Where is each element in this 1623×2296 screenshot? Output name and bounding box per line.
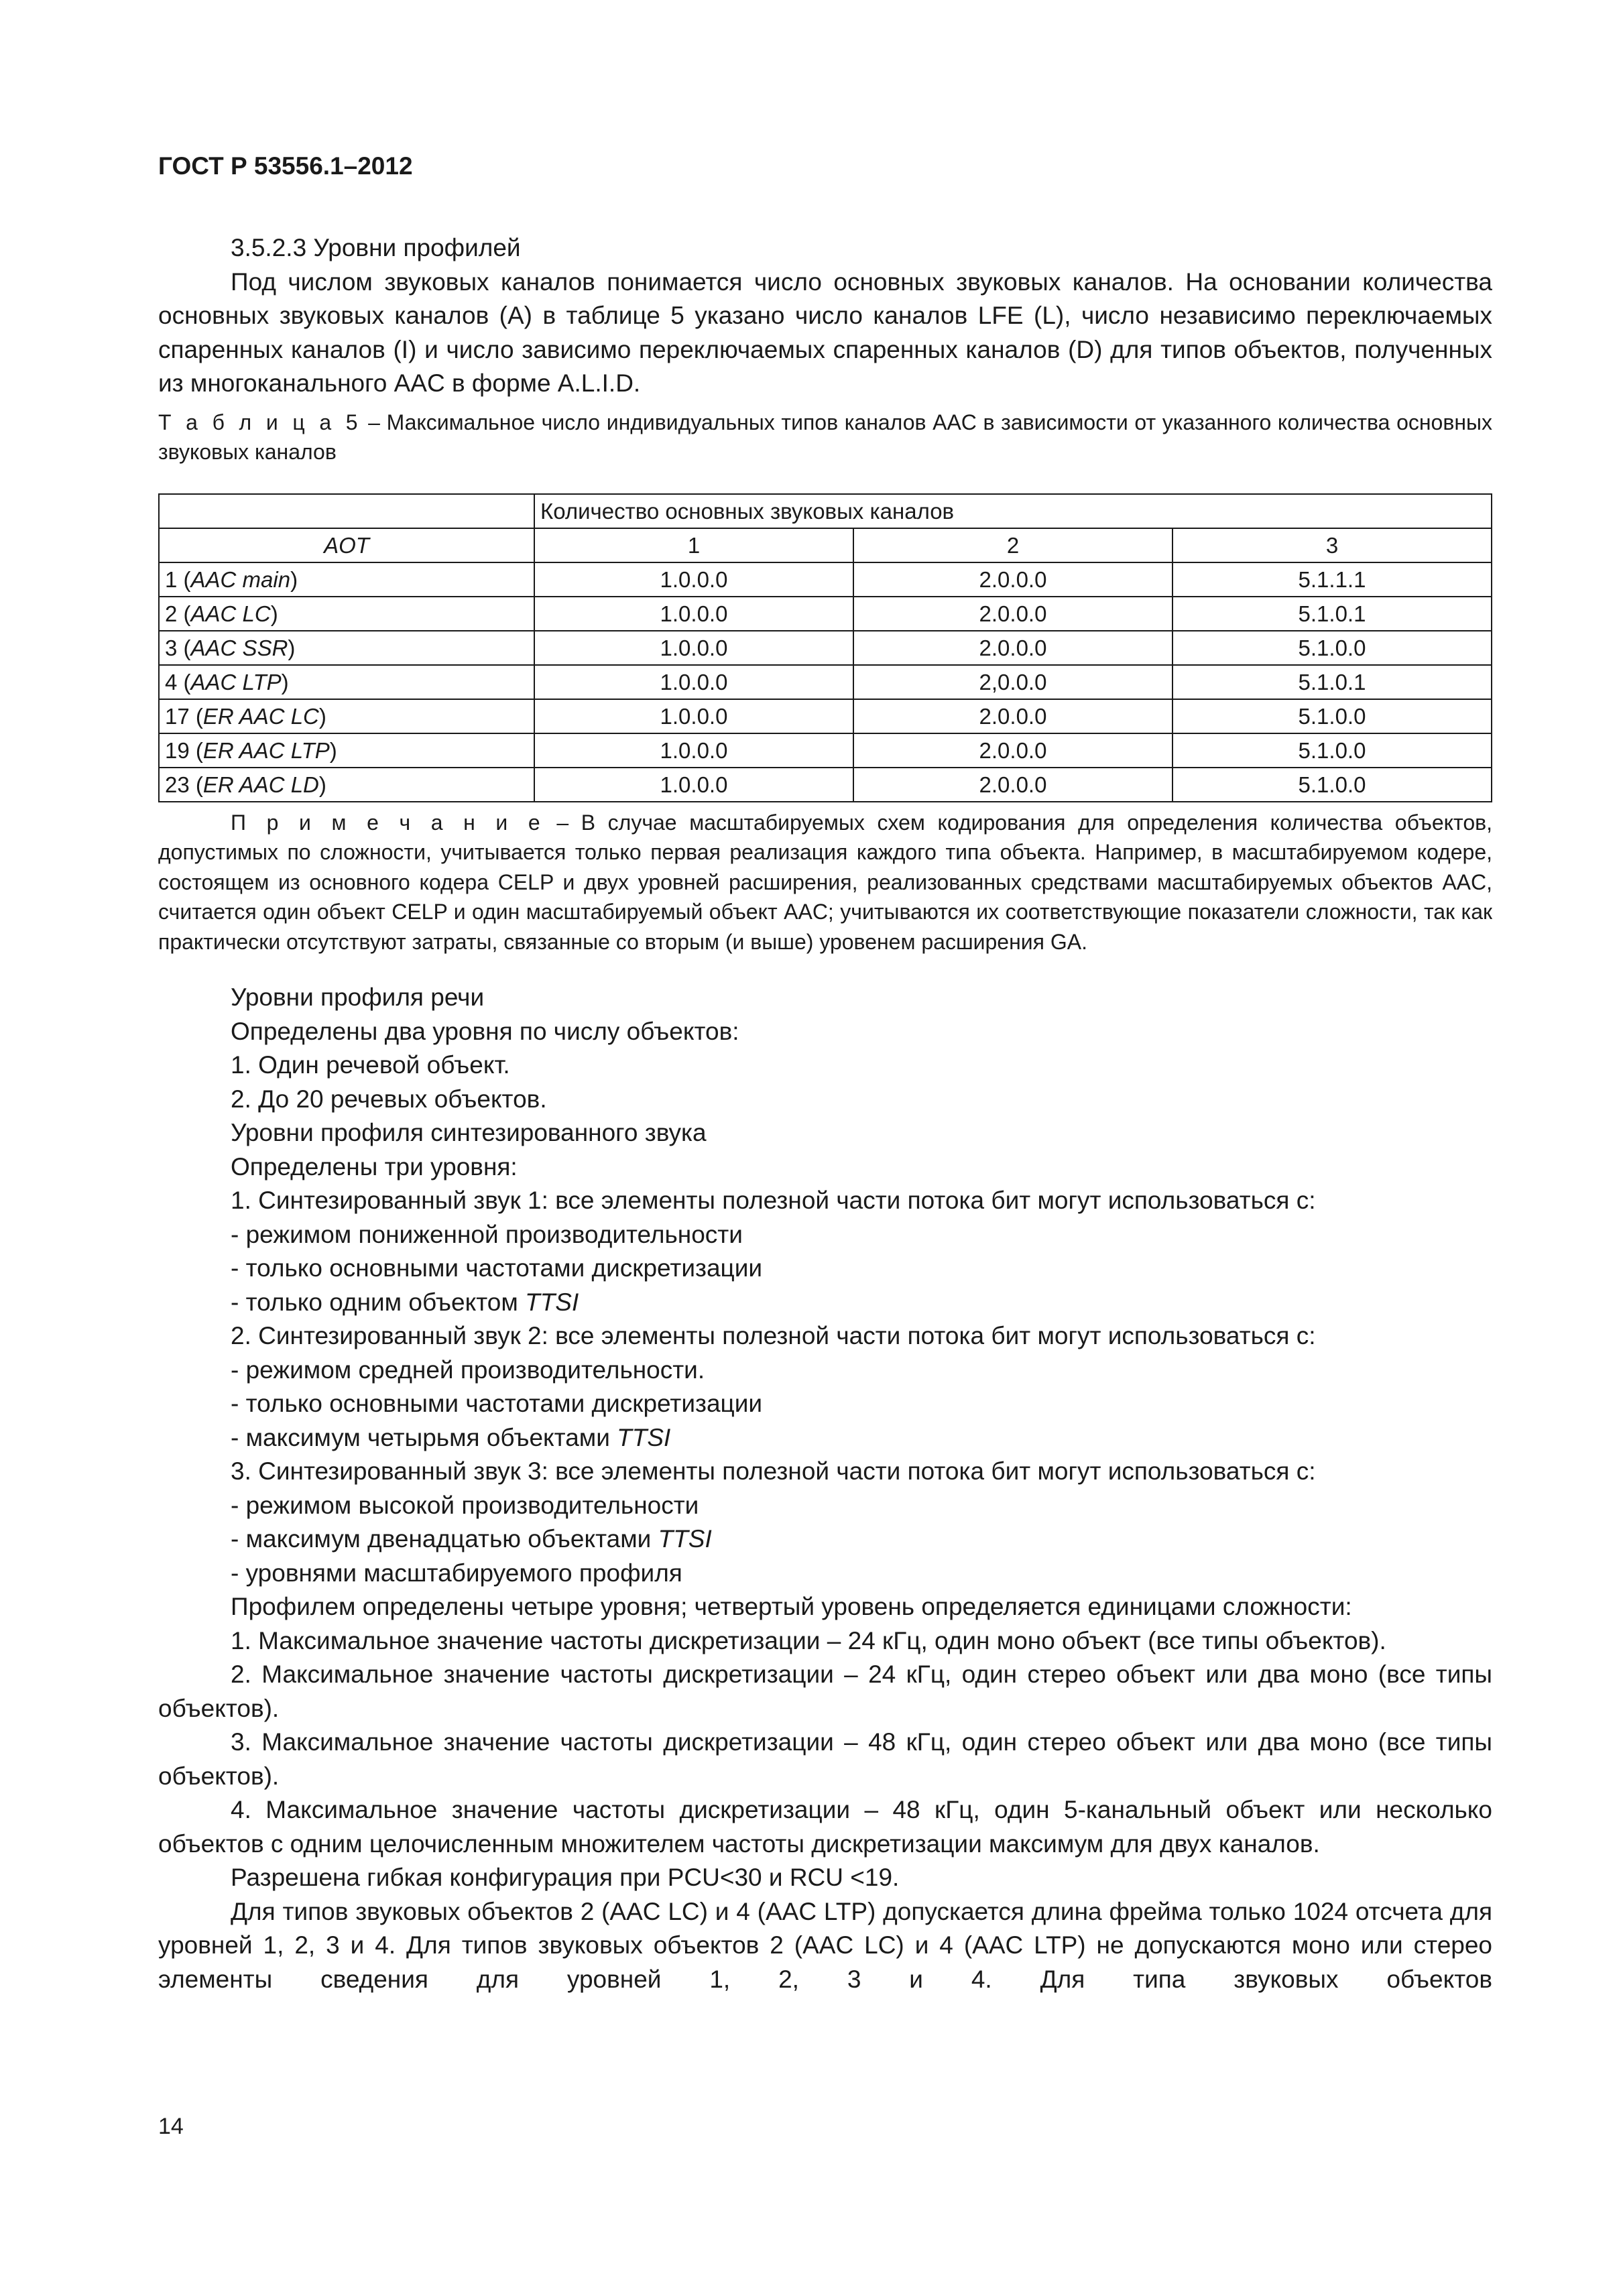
table-row	[159, 733, 1492, 768]
table-cell-aot: 2 (AAC LC)	[159, 597, 534, 631]
table-cell-value: 5.1.0.0	[1173, 768, 1492, 802]
table-cell-value: 1.0.0.0	[534, 768, 853, 802]
page-content	[158, 231, 1492, 1996]
synth-level-2-item-a: - режимом средней производительности.	[231, 1355, 705, 1384]
table-cell-value: 1.0.0.0	[534, 733, 853, 768]
table-cell-aot: 23 (ER AAC LD)	[159, 768, 534, 802]
synth-level-2-item-b: - только основными частотами дискретизации	[231, 1390, 763, 1417]
document-id-header: ГОСТ Р 53556.1–2012	[158, 152, 413, 180]
table-cell-value: 1.0.0.0	[534, 665, 853, 699]
table-cell-value: 1.0.0.0	[534, 699, 853, 733]
table-cell-aot: 19 (ER AAC LTP)	[159, 733, 534, 768]
table-note	[158, 808, 1492, 957]
synth-levels-defined: Определены три уровня:	[231, 1152, 518, 1181]
table-row	[159, 768, 1492, 802]
table-cell-value: 5.1.0.1	[1173, 665, 1492, 699]
table-row	[159, 631, 1492, 665]
synth-level-3-item-c: - уровнями масштабируемого профиля	[231, 1559, 682, 1587]
table-cell-aot: 1 (AAC main)	[159, 562, 534, 597]
table-row	[159, 699, 1492, 733]
table-header-row	[159, 528, 1492, 562]
synth-level-3: 3. Синтезированный звук 3: все элементы полезной части потока бит могут использоваться с:	[231, 1457, 1316, 1485]
profile-level-3: 3. Максимальное значение частоты дискретизации – 48 кГц, один стерео объект или два моно (все типы объектов).	[158, 1728, 1492, 1790]
synth-level-1: 1. Синтезированный звук 1: все элементы полезной части потока бит могут использоваться с:	[231, 1187, 1316, 1214]
flexible-config-paragraph: Разрешена гибкая конфигурация при PCU<30 и RCU <19.	[231, 1864, 900, 1891]
table-cell-aot: 3 (AAC SSR)	[159, 631, 534, 665]
table-cell-aot: 4 (AAC LTP)	[159, 665, 534, 699]
table-cell-value: 5.1.0.1	[1173, 597, 1492, 631]
synth-levels-title: Уровни профиля синтезированного звука	[231, 1119, 707, 1146]
synth-level-1-item-b: - только основными частотами дискретизации	[231, 1254, 763, 1282]
table-cell-value: 1.0.0.0	[534, 562, 853, 597]
speech-level-1: 1. Один речевой объект.	[231, 1051, 510, 1079]
table-cell-value: 2,0.0.0	[853, 665, 1173, 699]
table-col-header-3: 3	[1173, 528, 1492, 562]
speech-levels-defined: Определены два уровня по числу объектов:	[231, 1017, 739, 1045]
profile-levels-defined: Профилем определены четыре уровня; четвертый уровень определяется единицами сложности:	[231, 1593, 1352, 1620]
profile-level-1: 1. Максимальное значение частоты дискретизации – 24 кГц, один моно объект (все типы объектов).	[231, 1626, 1386, 1654]
table-col-header-1: 1	[534, 528, 853, 562]
synth-level-2: 2. Синтезированный звук 2: все элементы полезной части потока бит могут использоваться с:	[231, 1322, 1316, 1349]
table-cell-value: 2.0.0.0	[853, 699, 1173, 733]
synth-level-3-item-a: - режимом высокой производительности	[231, 1491, 699, 1519]
table-row	[159, 562, 1492, 597]
table-cell-aot: 17 (ER AAC LC)	[159, 699, 534, 733]
table-caption-text: – Максимальное число индивидуальных типов каналов AAC в зависимости от указанного количества основных звуковых каналов	[158, 410, 1493, 464]
table-col-header-2: 2	[853, 528, 1173, 562]
channel-table	[158, 493, 1492, 802]
table-cell-value: 2.0.0.0	[853, 597, 1173, 631]
table-cell-value: 1.0.0.0	[534, 631, 853, 665]
table-cell-value: 1.0.0.0	[534, 597, 853, 631]
table-col-header-aot: AOT	[159, 528, 534, 562]
speech-level-2: 2. До 20 речевых объектов.	[231, 1085, 547, 1113]
page-number: 14	[158, 2114, 184, 2139]
table-caption-label: Т а б л и ц а 5	[158, 410, 362, 434]
table-empty-corner	[159, 494, 534, 528]
table-cell-value: 5.1.0.0	[1173, 733, 1492, 768]
table-caption	[158, 408, 1492, 467]
synth-level-2-item-c: - максимум четырьмя объектами TTSI	[231, 1423, 671, 1451]
table-cell-value: 2.0.0.0	[853, 768, 1173, 802]
table-cell-value: 2.0.0.0	[853, 733, 1173, 768]
synth-level-1-item-a: - режимом пониженной производительности	[231, 1220, 743, 1248]
table-row	[159, 597, 1492, 631]
profile-level-2: 2. Максимальное значение частоты дискретизации – 24 кГц, один стерео объект или два моно (все типы объектов).	[158, 1660, 1492, 1722]
table-body	[159, 562, 1492, 802]
synth-level-3-item-b: - максимум двенадцатью объектами TTSI	[231, 1525, 712, 1553]
intro-paragraph: Под числом звуковых каналов понимается число основных звуковых каналов. На основании количества основных звуковых каналов (A) в таблице 5 указано число каналов LFE (L), число независимо переключаемых спаренных каналов (I) и число зависимо переключаемых спаренных каналов (D) для типов объектов, полученных из многоканального AAC в форме A.L.I.D.	[158, 267, 1492, 397]
note-text: – В случае масштабируемых схем кодирования для определения количества объектов, допустимых по сложности, учитывается только первая реализация каждого типа объекта. Например, в масштабируемом кодере, состоящем из основного кодера CELP и двух уровней расширения, реализованных средствами масштабируемых объектов AAC, считается один объект CELP и один масштабируемый объект AAC; учитываются их соответствующие показатели сложности, так как практически отсутствуют затраты, связанные со вторым (и выше) уровенем расширения GA.	[158, 810, 1493, 954]
synth-level-1-item-c: - только одним объектом TTSI	[231, 1288, 579, 1316]
table-group-header: Количество основных звуковых каналов	[534, 494, 1492, 528]
section-heading: 3.5.2.3 Уровни профилей	[231, 234, 521, 261]
speech-levels-title: Уровни профиля речи	[231, 983, 485, 1011]
table-cell-value: 5.1.0.0	[1173, 631, 1492, 665]
frame-length-paragraph: Для типов звуковых объектов 2 (AAC LC) и 4 (AAC LTP) допускается длина фрейма только 1024 отсчета для уровней 1, 2, 3 и 4. Для типов звуковых объектов 2 (AAC LC) и 4 (AAC LTP) не допускаются моно или стерео элементы сведения для уровней 1, 2, 3 и 4. Для типа звуковых объектов	[158, 1897, 1492, 1993]
profile-level-4: 4. Максимальное значение частоты дискретизации – 48 кГц, один 5-канальный объект или несколько объектов с одним целочисленным множителем частоты дискретизации максимум для двух каналов.	[158, 1796, 1492, 1858]
table-cell-value: 5.1.0.0	[1173, 699, 1492, 733]
table-row	[159, 665, 1492, 699]
table-cell-value: 5.1.1.1	[1173, 562, 1492, 597]
table-cell-value: 2.0.0.0	[853, 631, 1173, 665]
table-cell-value: 2.0.0.0	[853, 562, 1173, 597]
table-group-header-row	[159, 494, 1492, 528]
note-label: П р и м е ч а н и е	[231, 810, 544, 835]
